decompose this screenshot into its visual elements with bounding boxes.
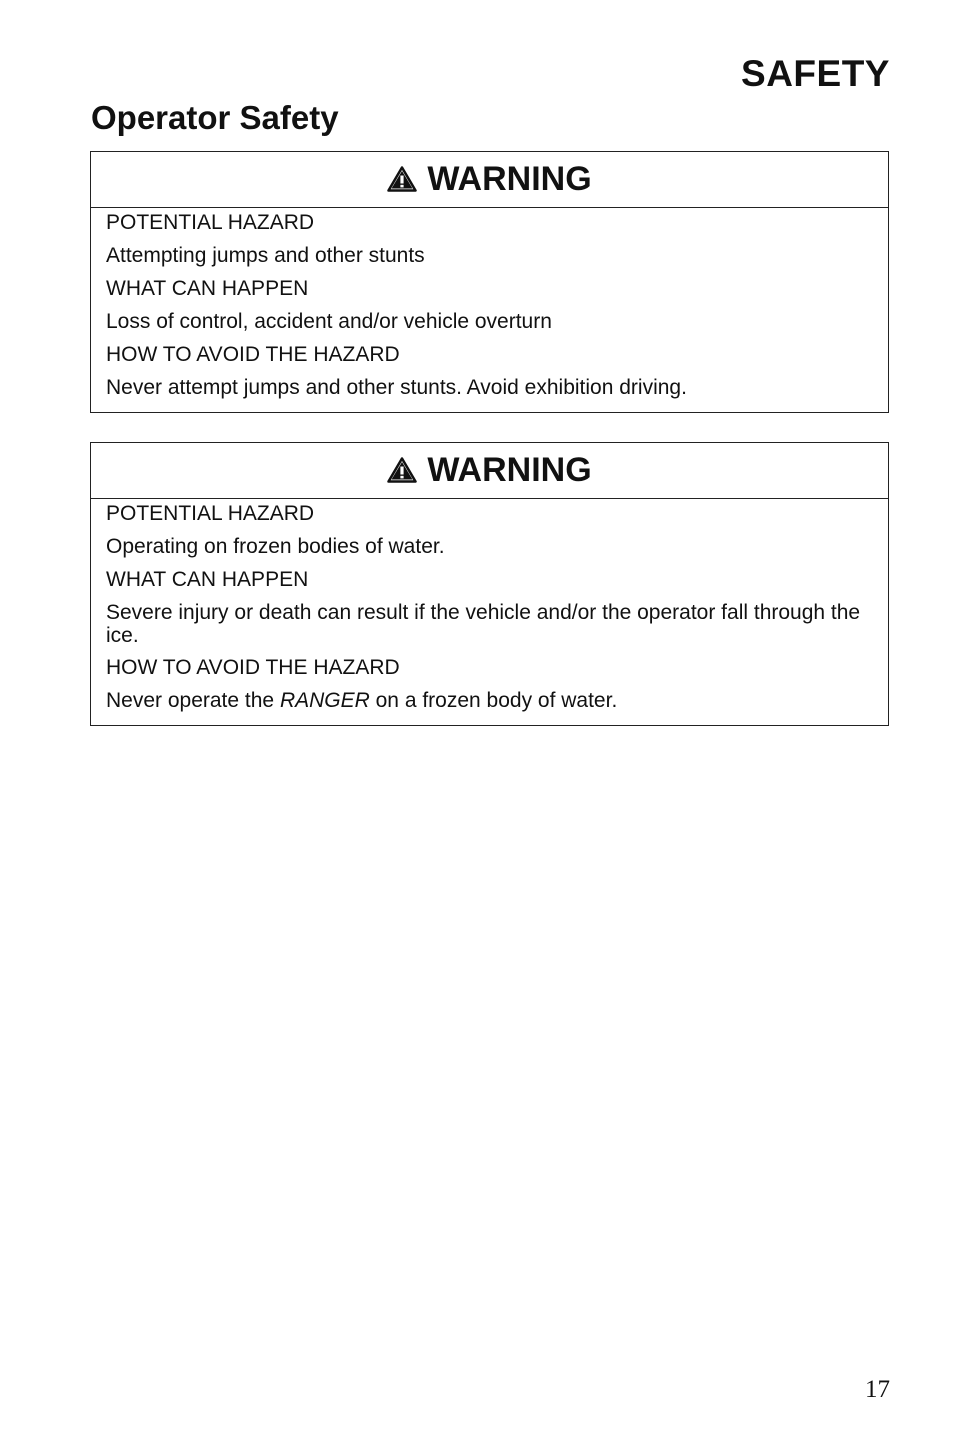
warning-title: WARNING <box>427 451 592 489</box>
avoidance-text-end: on a frozen body of water. <box>369 689 618 712</box>
consequence-text: Loss of control, accident and/or vehicle overturn <box>106 310 552 333</box>
hazard-text: Attempting jumps and other stunts <box>106 244 425 267</box>
warning-header <box>91 443 888 499</box>
warning-header <box>91 152 888 208</box>
warning-title: WARNING <box>427 160 592 198</box>
hazard-label: POTENTIAL HAZARD <box>106 211 315 234</box>
page-number: 17 <box>865 1376 890 1403</box>
section-title: Operator Safety <box>91 99 339 136</box>
avoidance-label: HOW TO AVOID THE HAZARD <box>106 656 400 679</box>
consequence-text: Severe injury or death can result if the vehicle and/or the operator fall through the ice. <box>106 601 861 647</box>
vehicle-name: RANGER <box>279 689 370 712</box>
avoidance-label: HOW TO AVOID THE HAZARD <box>106 343 400 366</box>
warning-box <box>90 442 889 726</box>
consequence-label: WHAT CAN HAPPEN <box>106 277 309 300</box>
chapter-title: SAFETY <box>741 53 890 94</box>
warning-box <box>90 151 889 413</box>
consequence-label: WHAT CAN HAPPEN <box>106 568 309 591</box>
avoidance-text: Never attempt jumps and other stunts. Avoid exhibition driving. <box>106 376 687 399</box>
warning-body <box>91 499 888 713</box>
hazard-label: POTENTIAL HAZARD <box>106 502 315 525</box>
avoidance-text-start: Never operate the <box>106 689 280 712</box>
warning-body <box>91 208 888 400</box>
warning-triangle-icon <box>387 166 417 192</box>
hazard-text: Operating on frozen bodies of water. <box>106 535 445 558</box>
avoidance-text <box>106 689 874 713</box>
warning-triangle-icon <box>387 457 417 483</box>
